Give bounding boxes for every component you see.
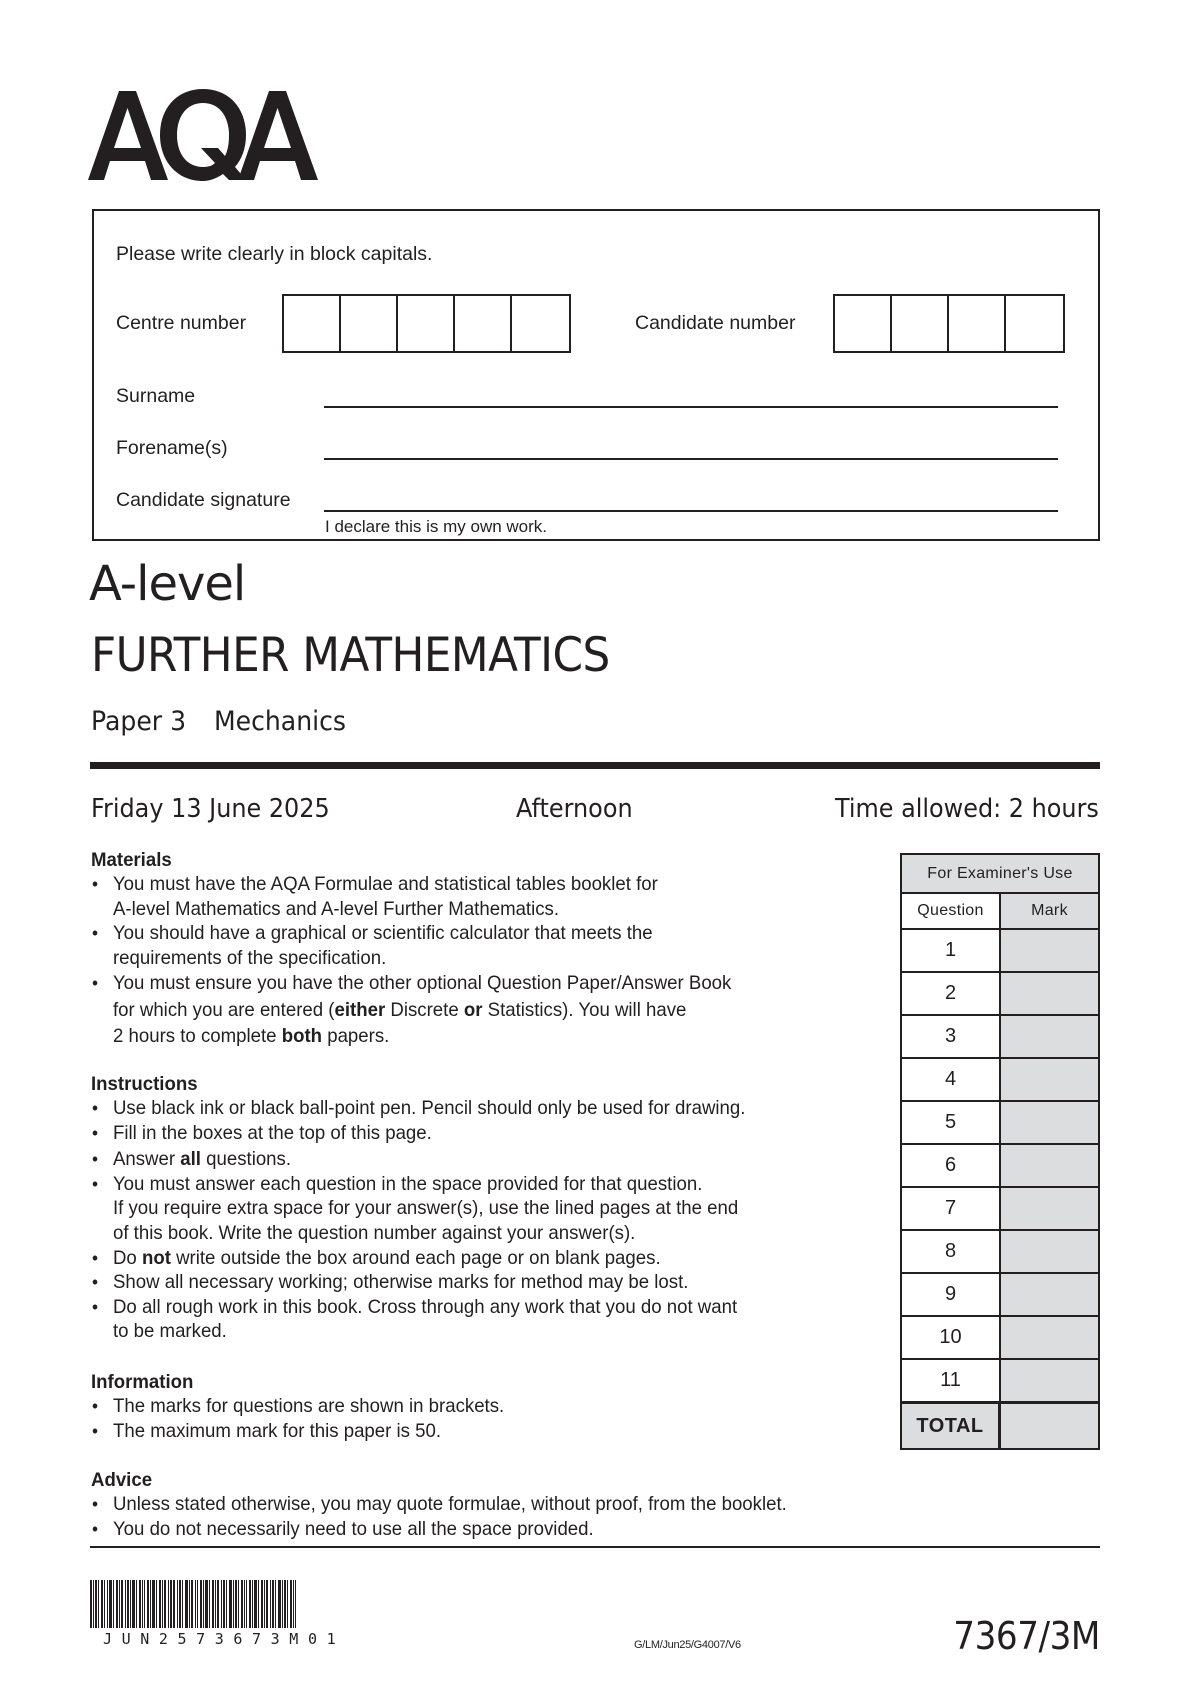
table-row [902,1100,1098,1143]
instructions-section [91,1072,874,1344]
mark-cell[interactable] [1001,973,1098,1014]
table-row [902,1315,1098,1358]
table-row [902,1014,1098,1057]
table-row [902,1229,1098,1272]
table-row [902,1186,1098,1229]
question-number: 8 [902,1231,1001,1272]
paper-number: Paper 3 [91,706,187,737]
mark-cell[interactable] [1001,1231,1098,1272]
centre-number-digit-box[interactable] [284,296,341,351]
centre-number-input[interactable] [282,294,571,353]
signature-field[interactable] [324,510,1058,512]
materials-item: • You must ensure you have the other optional Question Paper/Answer Book for which you are entered (either Discrete or Statistics). You will have 2 hours to complete both papers. [91,970,874,1050]
exam-session: Afternoon [516,794,633,824]
instruction-item: • Do not write outside the box around each page or on blank pages. [91,1246,874,1271]
centre-number-digit-box[interactable] [398,296,455,351]
mark-cell[interactable] [1001,1145,1098,1186]
instruction-item: • Fill in the boxes at the top of this page. [91,1121,874,1146]
candidate-number-digit-box[interactable] [1006,296,1063,351]
question-number: 4 [902,1059,1001,1100]
candidate-number-digit-box[interactable] [892,296,949,351]
question-number: 3 [902,1016,1001,1057]
advice-item: • You do not necessarily need to use all the space provided. [91,1517,951,1542]
information-item: • The marks for questions are shown in brackets. [91,1394,874,1419]
advice-section [91,1468,951,1541]
materials-item: • You must have the AQA Formulae and statistical tables booklet for A-level Mathematics and A-level Further Mathematics. [91,872,874,921]
centre-number-digit-box[interactable] [455,296,512,351]
candidate-number-digit-box[interactable] [835,296,892,351]
question-number: 1 [902,930,1001,971]
question-number: 11 [902,1360,1001,1401]
subject-title: FURTHER MATHEMATICS [91,628,610,683]
aqa-logo-icon [88,88,318,184]
question-number: 10 [902,1317,1001,1358]
candidate-number-digit-box[interactable] [949,296,1006,351]
centre-number-label: Centre number [116,312,247,334]
surname-label: Surname [116,385,196,407]
mark-cell[interactable] [1001,1188,1098,1229]
forenames-field[interactable] [324,458,1058,460]
divider-thick [90,762,1100,769]
qualification-level: A-level [89,556,246,612]
paper-title [91,706,346,737]
examiner-table-header-row [902,892,1098,928]
question-column-header: Question [902,894,1001,928]
paper-code: 7367/3M [953,1614,1100,1658]
question-number: 7 [902,1188,1001,1229]
instruction-item: • Use black ink or black ball-point pen. Pencil should only be used for drawing. [91,1096,874,1121]
candidate-number-input[interactable] [833,294,1065,353]
table-row [902,971,1098,1014]
time-allowed: Time allowed: 2 hours [835,794,1099,824]
barcode [90,1580,296,1628]
materials-item: • You should have a graphical or scientific calculator that meets the requirements of the specification. [91,921,874,970]
mark-column-header: Mark [1001,894,1098,928]
candidate-number-label: Candidate number [635,312,796,334]
candidate-details-box [92,209,1100,541]
mark-cell[interactable] [1001,1360,1098,1401]
mark-cell[interactable] [1001,1102,1098,1143]
mark-cell[interactable] [1001,1016,1098,1057]
mark-cell[interactable] [1001,1317,1098,1358]
information-section [91,1370,874,1443]
advice-heading: Advice [91,1469,153,1491]
paper-component: Mechanics [213,706,346,737]
forenames-label: Forename(s) [116,437,228,459]
table-row [902,1143,1098,1186]
advice-item: • Unless stated otherwise, you may quote formulae, without proof, from the booklet. [91,1492,951,1517]
instruction-item: • Do all rough work in this book. Cross through any work that you do not want to be marked. [91,1295,874,1344]
examiner-table-title: For Examiner's Use [902,855,1098,892]
surname-field[interactable] [324,406,1058,408]
question-number: 6 [902,1145,1001,1186]
instruction-item: • Show all necessary working; otherwise marks for method may be lost. [91,1270,874,1295]
reference-code: G/LM/Jun25/G4007/V6 [634,1639,741,1651]
mark-cell[interactable] [1001,1059,1098,1100]
centre-number-digit-box[interactable] [341,296,398,351]
examiner-use-table [900,853,1100,1450]
table-row [902,1057,1098,1100]
question-number: 9 [902,1274,1001,1315]
information-item: • The maximum mark for this paper is 50. [91,1419,874,1444]
barcode-text: JUN2573673M01 [103,1630,346,1648]
block-capitals-instruction: Please write clearly in block capitals. [116,243,433,265]
mark-cell[interactable] [1001,1274,1098,1315]
instruction-item: • Answer all questions. [91,1147,874,1172]
instruction-item: • You must answer each question in the space provided for that question. If you require extra space for your answer(s), use the lined pages at the end of this book. Write the question number against your answer(s). [91,1172,874,1246]
instructions-heading: Instructions [91,1073,198,1095]
question-number: 5 [902,1102,1001,1143]
exam-date: Friday 13 June 2025 [91,794,330,824]
divider-thin [90,1546,1100,1548]
materials-heading: Materials [91,849,172,871]
centre-number-digit-box[interactable] [512,296,569,351]
table-row [902,1272,1098,1315]
question-number: 2 [902,973,1001,1014]
signature-label: Candidate signature [116,489,291,511]
mark-cell[interactable] [1001,930,1098,971]
total-label: TOTAL [902,1404,1001,1448]
aqa-logo [88,88,318,184]
barcode-icon [90,1580,296,1628]
information-heading: Information [91,1371,194,1393]
total-mark-cell[interactable] [1001,1404,1098,1448]
materials-section [91,848,874,1050]
table-row [902,1358,1098,1401]
total-row [902,1401,1098,1448]
table-row [902,928,1098,971]
declaration-text: I declare this is my own work. [325,517,548,536]
